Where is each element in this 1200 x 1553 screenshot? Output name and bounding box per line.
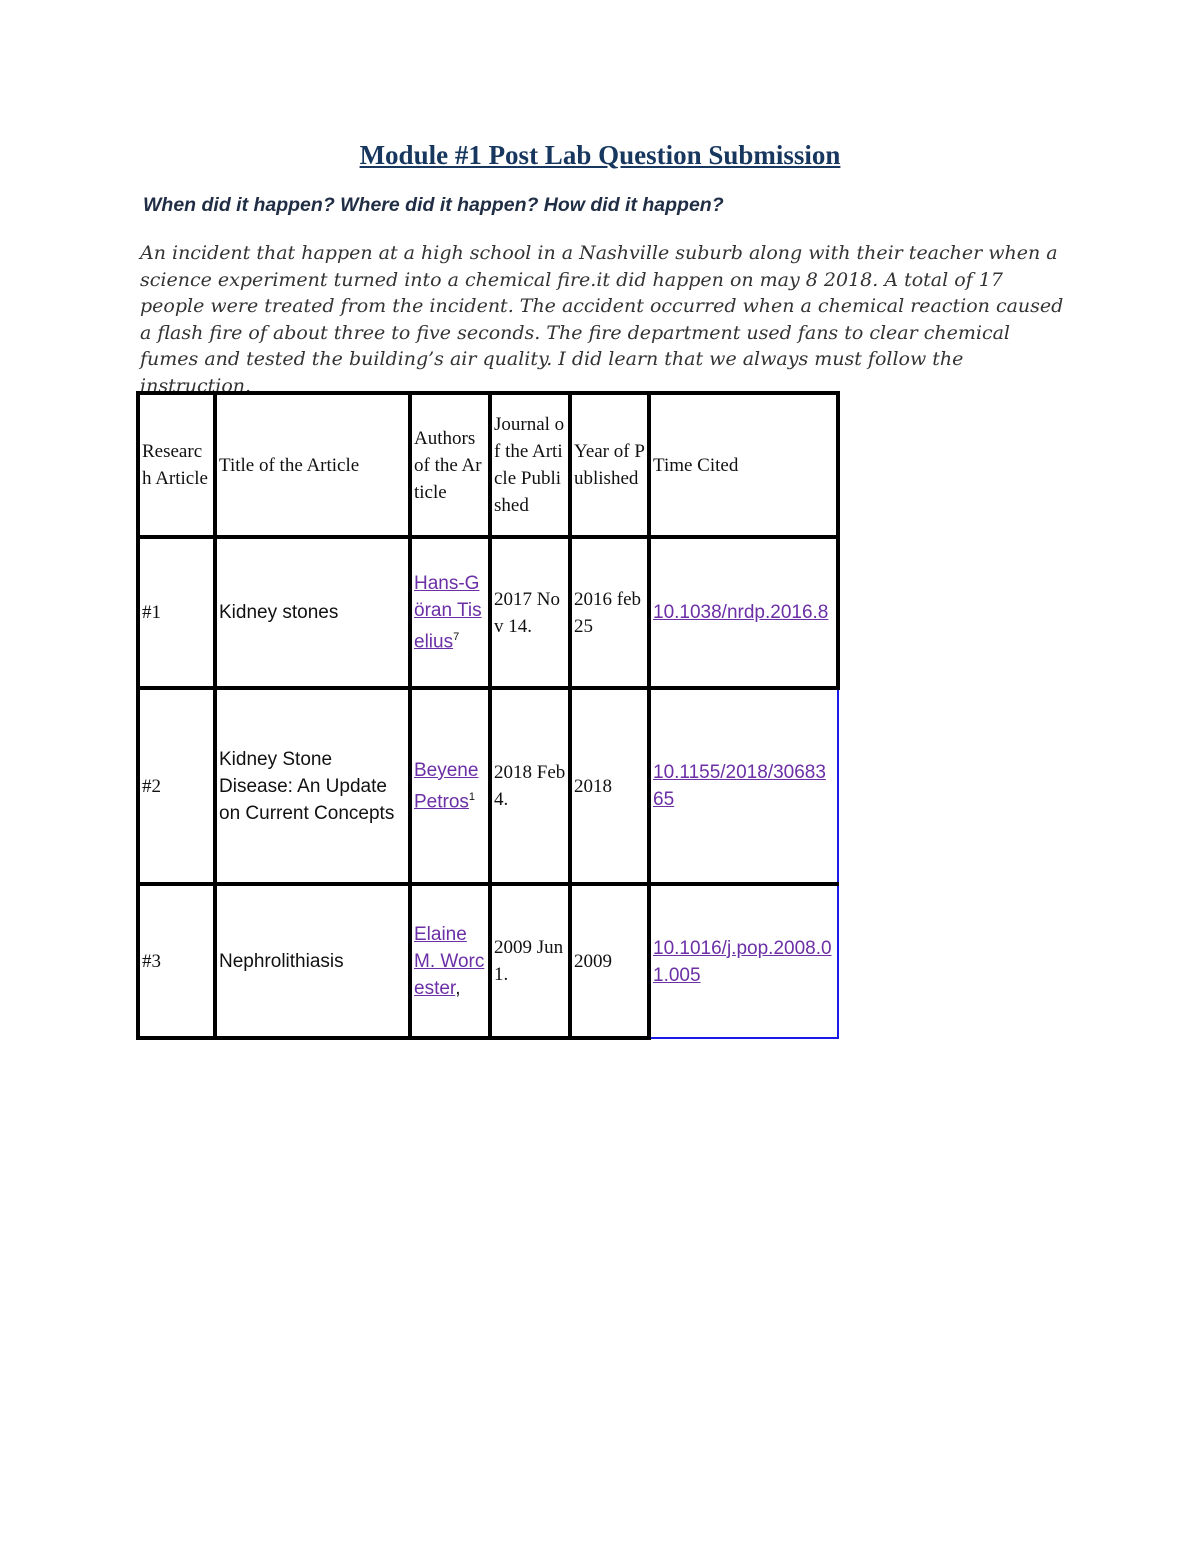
answer-paragraph: An incident that happen at a high school in a Nashville suburb along with their teacher when a science experiment turned into a chemical fire.it did happen on may 8 2018. A total of 17 people were treated from the incident. The accident occurred when a chemical reaction caused a flash fire of about three to five seconds. The fire department used fans to clear chemical fumes and tested the building’s air quality. I did learn that we always must follow the instruction. [140, 242, 1064, 397]
header-authors: Authors of the Article [410, 393, 490, 537]
page-title: Module #1 Post Lab Question Submission [359, 140, 841, 170]
publish-year: 2018 [570, 688, 649, 884]
journal-date: 2009 Jun 1. [490, 884, 570, 1038]
author-footnote-mark: , [455, 977, 461, 999]
publish-year: 2009 [570, 884, 649, 1038]
article-title: Nephrolithiasis [215, 884, 410, 1038]
author-link[interactable]: Elaine M. Worcester [414, 923, 485, 999]
doi-cell [649, 688, 838, 884]
header-time-cited: Time Cited [649, 393, 838, 537]
publish-year: 2016 feb 25 [570, 537, 649, 688]
author-cell [410, 537, 490, 688]
header-title: Title of the Article [215, 393, 410, 537]
doi-link[interactable]: 10.1016/j.pop.2008.01.005 [653, 937, 832, 986]
row-number: #2 [138, 688, 215, 884]
table-row [138, 688, 838, 884]
author-footnote-mark: 1 [468, 790, 476, 803]
table-row [138, 884, 838, 1038]
author-footnote-mark: 7 [453, 630, 460, 643]
row-number: #1 [138, 537, 215, 688]
article-title: Kidney Stone Disease: An Update on Current Concepts [215, 688, 410, 884]
doi-link[interactable]: 10.1038/nrdp.2016.8 [653, 602, 829, 623]
question-heading: When did it happen? Where did it happen? How did it happen? [143, 194, 724, 216]
doi-cell [649, 884, 838, 1038]
header-research-article: Research Article [138, 393, 215, 537]
journal-date: 2018 Feb 4. [490, 688, 570, 884]
header-year: Year of Published [570, 393, 649, 537]
article-title: Kidney stones [215, 537, 410, 688]
row-number: #3 [138, 884, 215, 1038]
author-cell [410, 688, 490, 884]
journal-date: 2017 Nov 14. [490, 537, 570, 688]
doi-cell [649, 537, 838, 688]
doi-link[interactable]: 10.1155/2018/3068365 [653, 762, 826, 810]
author-cell [410, 884, 490, 1038]
author-link[interactable]: Beyene Petros [414, 759, 479, 813]
header-journal: Journal of the Article Published [490, 393, 570, 537]
author-link[interactable]: Hans-Göran Tiselius [414, 572, 482, 653]
table-row [138, 537, 838, 688]
table-header-row [138, 393, 838, 537]
references-table [136, 391, 840, 1040]
